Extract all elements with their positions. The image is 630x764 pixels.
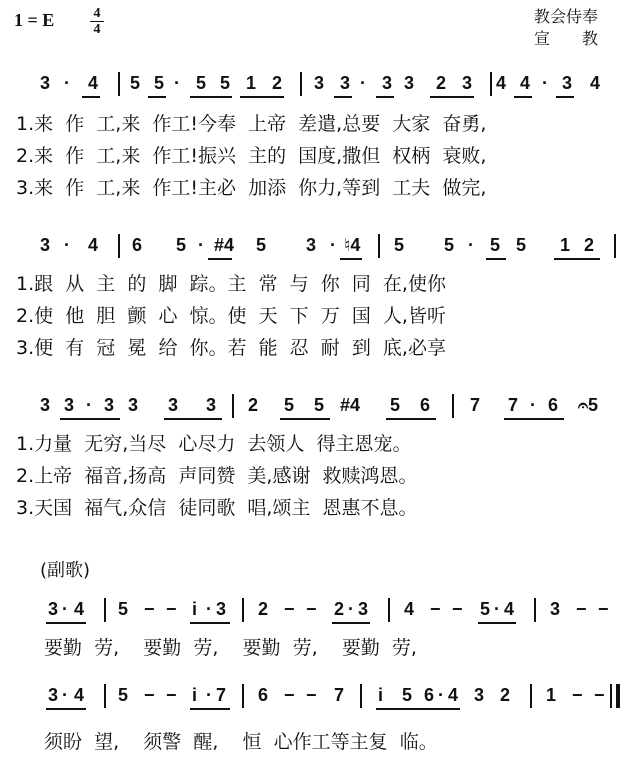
beam-underline [46,708,86,710]
note: 5 [256,235,267,255]
barline [242,684,244,708]
beam-underline [430,96,474,98]
note: 5 [516,235,527,255]
note: · [62,685,68,705]
lyric-line: 1.来 作 工,来 作工!今奉 上帝 差遣,总要 大家 奋勇, [16,113,487,135]
final-barline [616,684,620,708]
note: 6 [548,395,559,415]
barline [300,72,302,96]
beam-underline [376,708,460,710]
note: 6 [132,235,143,255]
note: 3 [550,599,561,619]
note: · [468,235,474,255]
note: 5 [118,685,129,705]
note: 5 [154,73,165,93]
note: 3 [104,395,115,415]
beam-underline [240,96,284,98]
note: · [360,73,366,93]
beam-underline [148,96,166,98]
note: 5 [390,395,401,415]
note: · [330,235,336,255]
beam-underline [280,418,330,420]
note: − [144,685,155,705]
note: 5 [480,599,491,619]
note: 2 [272,73,283,93]
note: 3 [340,73,351,93]
lyric-line: 要勤 劳, 要勤 劳, 要勤 劳, 要勤 劳, [44,637,417,659]
barline [614,234,616,258]
note: 1 [560,235,571,255]
note: 4 [74,599,85,619]
note: 3 [474,685,485,705]
note: 3 [314,73,325,93]
beam-underline [556,96,574,98]
note: 4 [74,685,85,705]
note: − [594,685,605,705]
note: · [438,685,444,705]
note: 7 [470,395,481,415]
note: 3 [64,395,75,415]
note: − [306,599,317,619]
final-barline-thin [610,684,612,708]
note: · [530,395,536,415]
note: #4 [340,395,361,415]
lyric-line: 3.便 有 冠 冕 给 你。若 能 忍 耐 到 底,必享 [16,337,446,359]
note: 4 [88,73,99,93]
lyric-line: 1.力量 无穷,当尽 心尽力 去领人 得主恩宠。 [16,433,412,455]
beam-underline [376,96,394,98]
note: · [174,73,180,93]
beam-underline [190,708,230,710]
barline [104,598,106,622]
note: 3 [562,73,573,93]
beam-underline [478,622,516,624]
credit-line-1: 教会侍奉 [534,7,599,26]
beam-underline [190,622,230,624]
note: 7 [334,685,345,705]
note: i [192,599,198,619]
notes-row [0,234,630,262]
note: · [198,235,204,255]
beam-underline [514,96,532,98]
barline [118,72,120,96]
note: 5 [444,235,455,255]
note: 7 [216,685,227,705]
note: 3 [40,73,51,93]
note: 5 [284,395,295,415]
note: 3 [216,599,227,619]
note: 4 [496,73,507,93]
beam-underline [486,258,506,260]
note: 3 [168,395,179,415]
note: 𝄐5 [578,395,599,415]
lyric-line: 2.来 作 工,来 作工!振兴 主的 国度,撒但 权柄 衰败, [16,145,487,167]
note: − [430,599,441,619]
note: 5 [176,235,187,255]
note: ♮4 [344,235,361,255]
barline [104,684,106,708]
lyric-line: 3.来 作 工,来 作工!主必 加添 你力,等到 工夫 做完, [16,177,487,199]
notes-row [0,684,630,712]
note: 1 [246,73,257,93]
time-signature-bottom: 4 [93,22,101,37]
note: 4 [404,599,415,619]
note: − [452,599,463,619]
note: · [64,73,70,93]
barline [118,234,120,258]
note: 5 [402,685,413,705]
beam-underline [208,258,232,260]
note: · [542,73,548,93]
notes-row [0,394,630,422]
note: 3 [40,235,51,255]
note: − [572,685,583,705]
note: · [206,599,212,619]
note: 2 [584,235,595,255]
note: 3 [358,599,369,619]
beam-underline [164,418,222,420]
barline [388,598,390,622]
note: i [378,685,384,705]
note: − [166,599,177,619]
note: 6 [424,685,435,705]
lyric-line: 3.天国 福气,众信 徒同歌 唱,颂主 恩惠不息。 [16,497,418,519]
note: 2 [500,685,511,705]
note: · [62,599,68,619]
note: 2 [436,73,447,93]
note: − [144,599,155,619]
barline [360,684,362,708]
lyric-line: 2.上帝 福音,扬高 声同赞 美,感谢 救赎鸿恩。 [16,465,418,487]
note: − [284,685,295,705]
note: 6 [258,685,269,705]
note: 5 [196,73,207,93]
note: 2 [258,599,269,619]
beam-underline [82,96,100,98]
note: #4 [214,235,235,255]
note: 2 [334,599,345,619]
note: − [306,685,317,705]
note: 4 [520,73,531,93]
barline [534,598,536,622]
notes-row [0,598,630,626]
note: 4 [590,73,601,93]
note: · [86,395,92,415]
note: i [192,685,198,705]
beam-underline [190,96,232,98]
barline [530,684,532,708]
barline [378,234,380,258]
note: · [494,599,500,619]
credit-line-2: 宣 教 [534,29,599,48]
note: 5 [220,73,231,93]
key-signature: 1 = E [14,10,55,30]
note: 4 [448,685,459,705]
notes-row [0,72,630,100]
note: 7 [508,395,519,415]
note: − [598,599,609,619]
note: 3 [404,73,415,93]
note: 5 [118,599,129,619]
note: − [166,685,177,705]
time-signature-top: 4 [93,6,101,21]
note: 4 [88,235,99,255]
lyric-line: 须盼 望, 须警 醒, 恒 心作工等主复 临。 [44,731,438,753]
beam-underline [334,96,352,98]
note: 5 [314,395,325,415]
note: 3 [128,395,139,415]
note: 3 [48,685,59,705]
beam-underline [504,418,564,420]
note: 5 [490,235,501,255]
note: 3 [48,599,59,619]
note: 3 [306,235,317,255]
note: − [576,599,587,619]
time-signature [90,6,104,37]
note: − [284,599,295,619]
note: 1 [546,685,557,705]
barline [452,394,454,418]
note: 3 [206,395,217,415]
note: · [348,599,354,619]
beam-underline [340,258,362,260]
note: 3 [382,73,393,93]
note: 3 [40,395,51,415]
note: 6 [420,395,431,415]
beam-underline [554,258,600,260]
barline [242,598,244,622]
beam-underline [386,418,436,420]
note: · [64,235,70,255]
note: 5 [394,235,405,255]
beam-underline [60,418,120,420]
chorus-label: (副歌) [40,560,91,581]
barline [232,394,234,418]
beam-underline [46,622,86,624]
note: 3 [462,73,473,93]
lyric-line: 1.跟 从 主 的 脚 踪。主 常 与 你 同 在,使你 [16,273,446,295]
beam-underline [332,622,370,624]
note: · [206,685,212,705]
note: 5 [130,73,141,93]
note: 4 [504,599,515,619]
lyric-line: 2.使 他 胆 颤 心 惊。使 天 下 万 国 人,皆听 [16,305,446,327]
barline [490,72,492,96]
note: 2 [248,395,259,415]
